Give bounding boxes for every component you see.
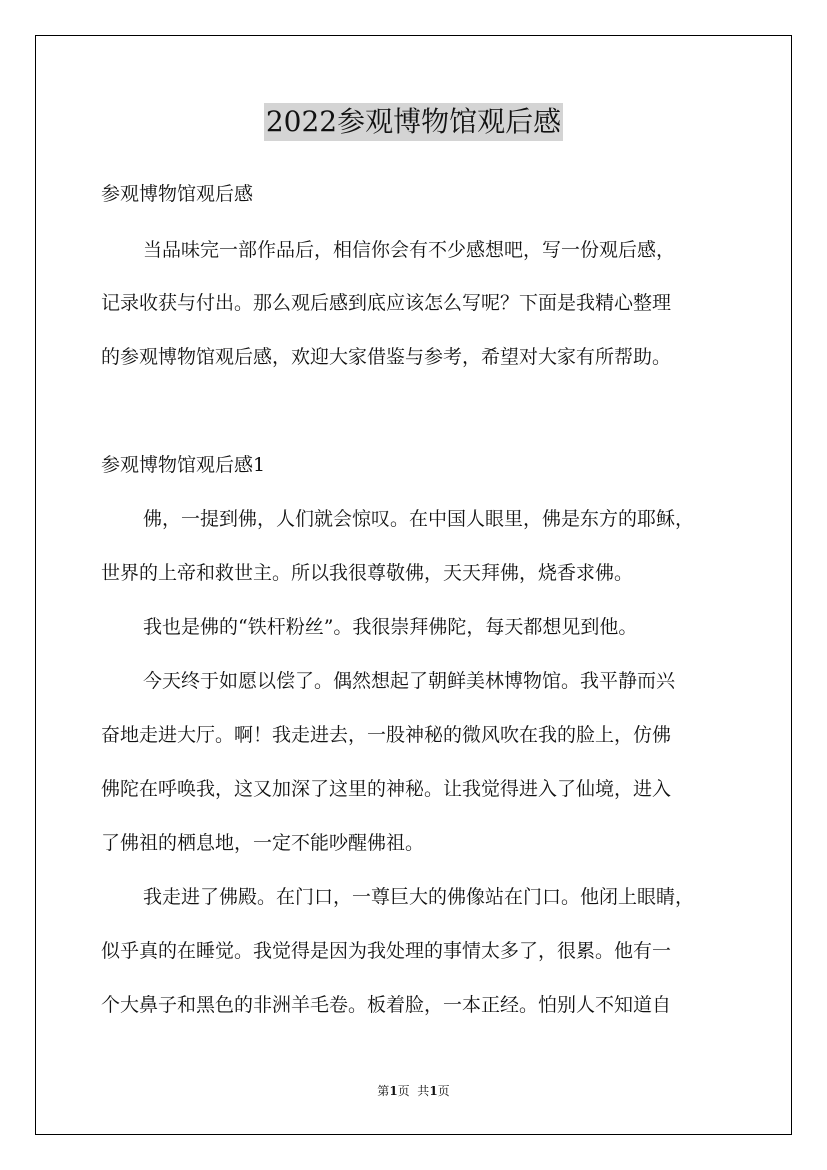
intro-line-1: 当品味完一部作品后，相信你会有不少感想吧，写一份观后感， bbox=[143, 239, 676, 261]
footer-mid: 页 共 bbox=[397, 1084, 430, 1098]
subheading: 参观博物馆观后感 bbox=[101, 183, 254, 205]
body-line-5: 奋地走进大厅。啊！我走进去，一股神秘的微风吹在我的脸上，仿佛 bbox=[101, 724, 672, 746]
page-footer bbox=[0, 1083, 827, 1099]
intro-line-3: 的参观博物馆观后感，欢迎大家借鉴与参考，希望对大家有所帮助。 bbox=[101, 346, 672, 368]
body-line-10: 个大鼻子和黑色的非洲羊毛卷。板着脸，一本正经。怕别人不知道自 bbox=[101, 994, 672, 1016]
footer-prefix: 第 bbox=[377, 1084, 390, 1098]
section-heading: 参观博物馆观后感1 bbox=[101, 454, 266, 476]
intro-line-2: 记录收获与付出。那么观后感到底应该怎么写呢？下面是我精心整理 bbox=[101, 292, 672, 314]
body-line-9: 似乎真的在睡觉。我觉得是因为我处理的事情太多了，很累。他有一 bbox=[101, 940, 672, 962]
body-line-2: 世界的上帝和救世主。所以我很尊敬佛，天天拜佛，烧香求佛。 bbox=[101, 562, 634, 584]
footer-suffix: 页 bbox=[437, 1084, 450, 1098]
body-line-1: 佛，一提到佛，人们就会惊叹。在中国人眼里，佛是东方的耶稣， bbox=[143, 508, 695, 530]
body-line-6: 佛陀在呼唤我，这又加深了这里的神秘。让我觉得进入了仙境，进入 bbox=[101, 778, 672, 800]
body-line-8: 我走进了佛殿。在门口，一尊巨大的佛像站在门口。他闭上眼睛， bbox=[143, 886, 695, 908]
body-line-4: 今天终于如愿以偿了。偶然想起了朝鲜美林博物馆。我平静而兴 bbox=[143, 670, 676, 692]
body-line-7: 了佛祖的栖息地，一定不能吵醒佛祖。 bbox=[101, 832, 425, 854]
title-container bbox=[0, 103, 827, 141]
footer-page-current: 1 bbox=[389, 1084, 398, 1098]
body-line-3: 我也是佛的“铁杆粉丝”。我很崇拜佛陀，每天都想见到他。 bbox=[143, 616, 638, 638]
footer-page-total: 1 bbox=[429, 1084, 438, 1098]
document-title: 2022参观博物馆观后感 bbox=[264, 103, 563, 141]
